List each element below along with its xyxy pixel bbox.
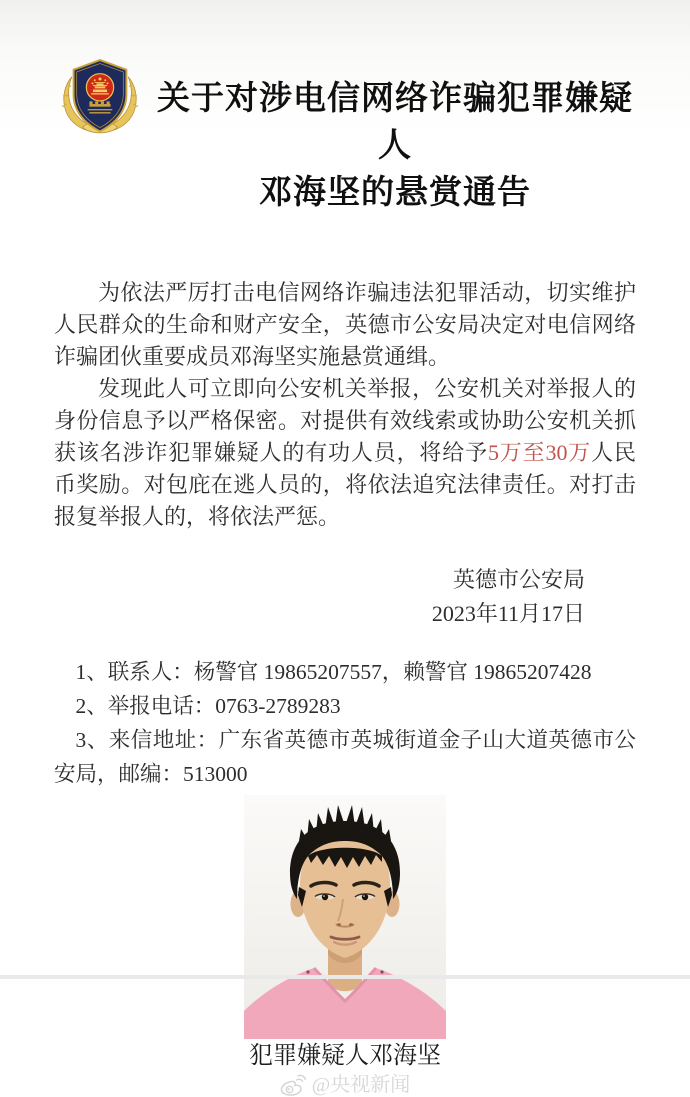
signature-block [54, 563, 636, 631]
watermark-text: @央视新闻 [311, 1074, 411, 1097]
paragraph-1: 为依法严厉打击电信网络诈骗违法犯罪活动，切实维护人民群众的生命和财产安全，英德市公安局决定对电信网络诈骗团伙重要成员邓海坚实施悬赏通缉。 [54, 280, 636, 370]
watermark [0, 1073, 690, 1097]
contact-item-address: 3、来信地址：广东省英德市英城街道金子山大道英德市公安局，邮编：513000 [54, 728, 636, 787]
reward-amount: 5万至30万 [487, 440, 592, 466]
weibo-icon [280, 1074, 306, 1096]
notice-body [0, 277, 690, 791]
police-badge-icon [56, 52, 144, 142]
contact-list [54, 655, 636, 791]
suspect-photo-figure [0, 795, 690, 1071]
paragraph-2-text-after: 人民币奖励。对包庇在逃人员的，将依法追究法律责任。对打击报复举报人的，将依法严惩。 [54, 440, 636, 530]
suspect-portrait [244, 795, 446, 1039]
issue-date: 2023年11月17日 [431, 601, 585, 627]
notice-header [0, 0, 690, 239]
contact-item-persons: 1、联系人：杨警官 19865207557，赖警官 19865207428 [75, 660, 592, 685]
image-bottom-edge [0, 975, 690, 979]
paragraph-2-text-before: 发现此人可立即向公安机关举报，公安机关对举报人的身份信息予以严格保密。对提供有效线索或协助公安机关抓获该名涉诈犯罪嫌疑人的有功人员，将给予 [54, 376, 636, 466]
paragraph-2 [54, 373, 636, 533]
issuing-agency: 英德市公安局 [452, 567, 585, 593]
photo-caption: 犯罪嫌疑人邓海坚 [249, 1043, 441, 1070]
notice-title [144, 72, 646, 217]
notice-title-line1: 关于对涉电信网络诈骗犯罪嫌疑人 [157, 81, 633, 165]
contact-item-hotline: 2、举报电话：0763-2789283 [75, 694, 341, 719]
notice-title-line2: 邓海坚的悬赏通告 [259, 175, 531, 212]
